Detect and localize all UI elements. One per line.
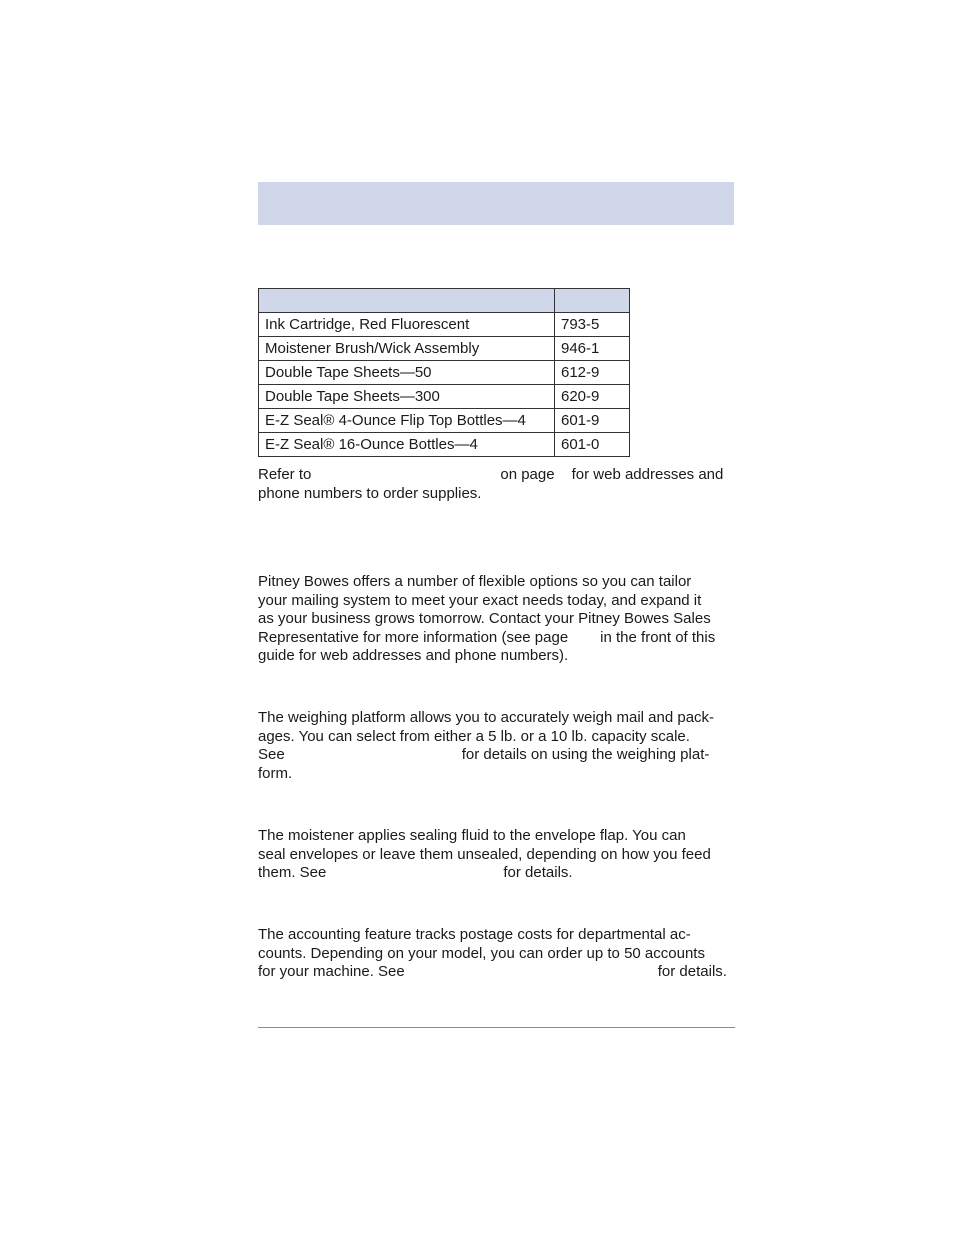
weighing-line-3a: See <box>258 746 285 763</box>
refer-text-a: Refer to <box>258 466 312 483</box>
moistener-paragraph <box>258 827 736 883</box>
weighing-line-3b: for details on using the weighing plat- <box>461 746 710 763</box>
moistener-line-3a: them. See <box>258 864 327 881</box>
item-cell: Ink Cartridge, Red Fluorescent <box>259 313 555 337</box>
table-row <box>259 337 630 361</box>
table-header-row <box>259 289 630 313</box>
item-cell: E-Z Seal® 4-Ounce Flip Top Bottles—4 <box>259 409 555 433</box>
table-row <box>259 313 630 337</box>
number-cell: 946-1 <box>555 337 630 361</box>
item-cell: Double Tape Sheets—50 <box>259 361 555 385</box>
table-row <box>259 433 630 457</box>
weighing-line-1: The weighing platform allows you to accurately weigh mail and pack- <box>258 709 715 726</box>
number-cell: 620-9 <box>555 385 630 409</box>
accounting-paragraph <box>258 926 736 982</box>
item-cell: Moistener Brush/Wick Assembly <box>259 337 555 361</box>
accounting-line-3b: for details. <box>657 963 727 980</box>
refer-text-d: phone numbers to order supplies. <box>258 484 482 502</box>
weighing-paragraph <box>258 709 736 783</box>
options-line-4b: in the front of this <box>600 628 716 646</box>
accounting-line-2: counts. Depending on your model, you can order up to 50 accounts <box>258 944 705 962</box>
weighing-line-4: form. <box>258 764 293 782</box>
options-line-5: guide for web addresses and phone numbers). <box>258 647 569 664</box>
number-cell: 601-0 <box>555 433 630 457</box>
number-cell: 793-5 <box>555 313 630 337</box>
table-header-number <box>555 289 630 313</box>
options-line-3: as your business grows tomorrow. Contact your Pitney Bowes Sales <box>258 610 711 627</box>
options-line-4a: Representative for more information (see page <box>258 628 569 646</box>
table-row <box>259 385 630 409</box>
moistener-line-2: seal envelopes or leave them unsealed, depending on how you feed <box>258 845 711 863</box>
moistener-line-3b: for details. <box>503 864 573 881</box>
accounting-line-3a: for your machine. See <box>258 963 405 980</box>
options-paragraph <box>258 573 736 666</box>
number-cell: 601-9 <box>555 409 630 433</box>
table-row <box>259 361 630 385</box>
refer-text-c: for web addresses and <box>571 466 724 483</box>
footer-divider <box>258 1027 735 1028</box>
supplies-table <box>258 288 630 457</box>
number-cell: 612-9 <box>555 361 630 385</box>
item-cell: E-Z Seal® 16-Ounce Bottles—4 <box>259 433 555 457</box>
options-line-1: Pitney Bowes offers a number of flexible options so you can tailor <box>258 573 692 590</box>
moistener-line-1: The moistener applies sealing fluid to the envelope flap. You can <box>258 827 686 844</box>
table-header-item <box>259 289 555 313</box>
weighing-line-2: ages. You can select from either a 5 lb. or a 10 lb. capacity scale. <box>258 727 690 745</box>
item-cell: Double Tape Sheets—300 <box>259 385 555 409</box>
refer-text-b: on page <box>500 466 555 483</box>
accounting-line-1: The accounting feature tracks postage costs for departmental ac- <box>258 926 691 943</box>
refer-paragraph <box>258 466 736 503</box>
table-row <box>259 409 630 433</box>
options-line-2: your mailing system to meet your exact needs today, and expand it <box>258 591 702 609</box>
section-header-band <box>258 182 734 225</box>
